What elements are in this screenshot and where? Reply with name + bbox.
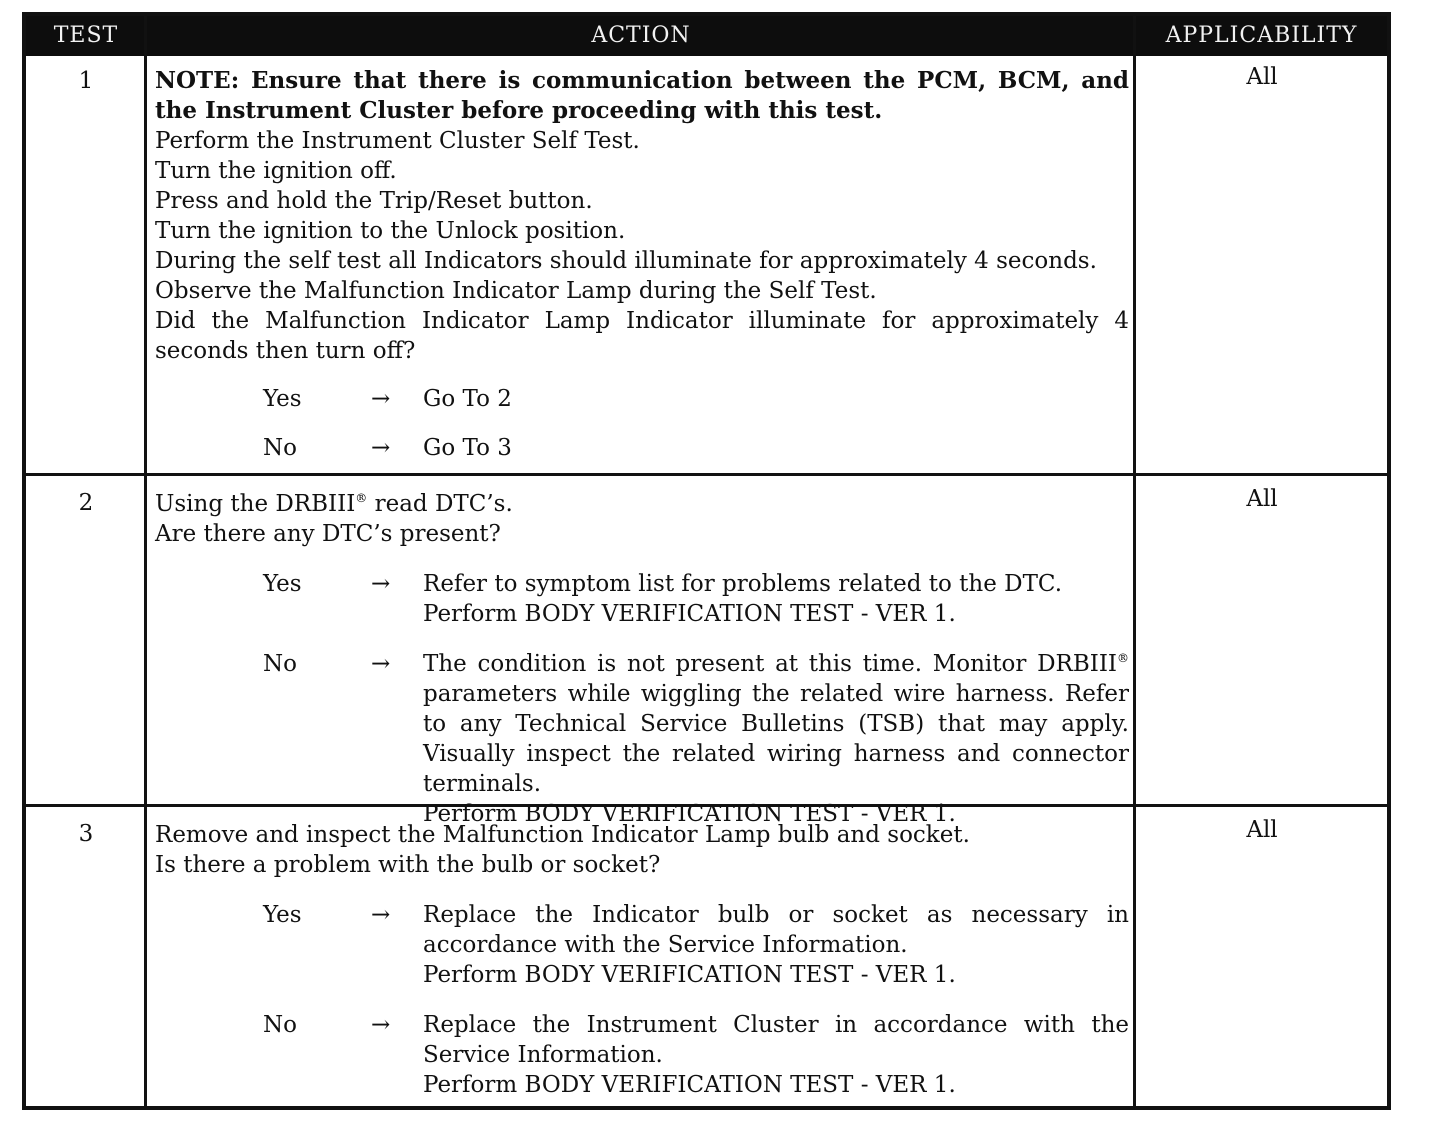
answer-label: Yes [263, 571, 302, 597]
step-text: Using the DRBIII® read DTC’s. [155, 491, 513, 517]
answer-label: No [263, 1012, 297, 1038]
answer-label: Yes [263, 902, 302, 928]
header-test: TEST [53, 23, 119, 48]
arrow-icon: → [371, 1012, 391, 1038]
registered-mark: ® [1117, 651, 1129, 665]
answer-option [155, 649, 1129, 829]
header-action: ACTION [591, 23, 691, 48]
arrow-icon: → [371, 902, 391, 928]
answer-result-followup: Perform BODY VERIFICATION TEST - VER 1. [423, 962, 956, 988]
answer-result: The condition is not present at this time. Monitor DRBIII® parameters while wiggling the related wire harness. Refer to any Technical Service Bulletins (TSB) that may apply. Visually inspect the related wiring harness and connector terminals. [423, 651, 1129, 797]
step-text: Perform the Instrument Cluster Self Test. [155, 128, 640, 154]
arrow-icon: → [371, 435, 391, 461]
answer-result: Refer to symptom list for problems related to the DTC. [423, 571, 1063, 597]
arrow-icon: → [371, 386, 391, 412]
header-applicability: APPLICABILITY [1165, 23, 1358, 48]
answer-result-followup: Perform BODY VERIFICATION TEST - VER 1. [423, 801, 956, 827]
answer-result: Go To 2 [423, 386, 512, 412]
test-action [155, 820, 1129, 1100]
step-text: During the self test all Indicators should illuminate for approximately 4 seconds. [155, 248, 1097, 274]
answer-option [155, 1010, 1129, 1100]
test-action [155, 66, 1129, 463]
step-text: Turn the ignition to the Unlock position. [155, 218, 626, 244]
step-text: Remove and inspect the Malfunction Indicator Lamp bulb and socket. [155, 822, 970, 848]
diagnostic-test-table [22, 12, 1391, 1110]
answer-option [155, 569, 1129, 629]
answer-result-followup: Perform BODY VERIFICATION TEST - VER 1. [423, 601, 956, 627]
step-text: Observe the Malfunction Indicator Lamp during the Self Test. [155, 278, 877, 304]
step-text: Press and hold the Trip/Reset button. [155, 188, 593, 214]
test-number: 1 [78, 68, 94, 94]
registered-mark: ® [355, 491, 368, 505]
arrow-icon: → [371, 571, 391, 597]
column-divider [1133, 16, 1136, 1106]
test-number: 2 [78, 490, 94, 516]
step-text: Turn the ignition off. [155, 158, 397, 184]
answer-label: No [263, 435, 297, 461]
answer-label: Yes [263, 386, 302, 412]
answer-option [155, 900, 1129, 990]
column-divider [144, 16, 147, 1106]
applicability-value: All [1246, 64, 1278, 90]
test-action [155, 489, 1129, 829]
answer-result-followup: Perform BODY VERIFICATION TEST - VER 1. [423, 1072, 956, 1098]
arrow-icon: → [371, 651, 391, 677]
row-divider [26, 473, 1387, 476]
answer-result: Replace the Instrument Cluster in accordance with the Service Information. [423, 1012, 1129, 1068]
answer-label: No [263, 651, 297, 677]
table-header [26, 16, 1387, 56]
answer-result: Go To 3 [423, 435, 512, 461]
test-number: 3 [78, 821, 94, 847]
answer-result: Replace the Indicator bulb or socket as necessary in accordance with the Service Information. [423, 902, 1129, 958]
answer-option [155, 433, 1129, 463]
question-text: Did the Malfunction Indicator Lamp Indicator illuminate for approximately 4 seconds then turn off? [155, 308, 1129, 364]
applicability-value: All [1246, 817, 1278, 843]
applicability-value: All [1246, 486, 1278, 512]
question-text: Is there a problem with the bulb or socket? [155, 852, 661, 878]
question-text: Are there any DTC’s present? [155, 521, 501, 547]
answer-option [155, 384, 1129, 414]
note-text: NOTE: Ensure that there is communication between the PCM, BCM, and the Instrument Cluster before proceeding with this test. [155, 67, 1129, 124]
